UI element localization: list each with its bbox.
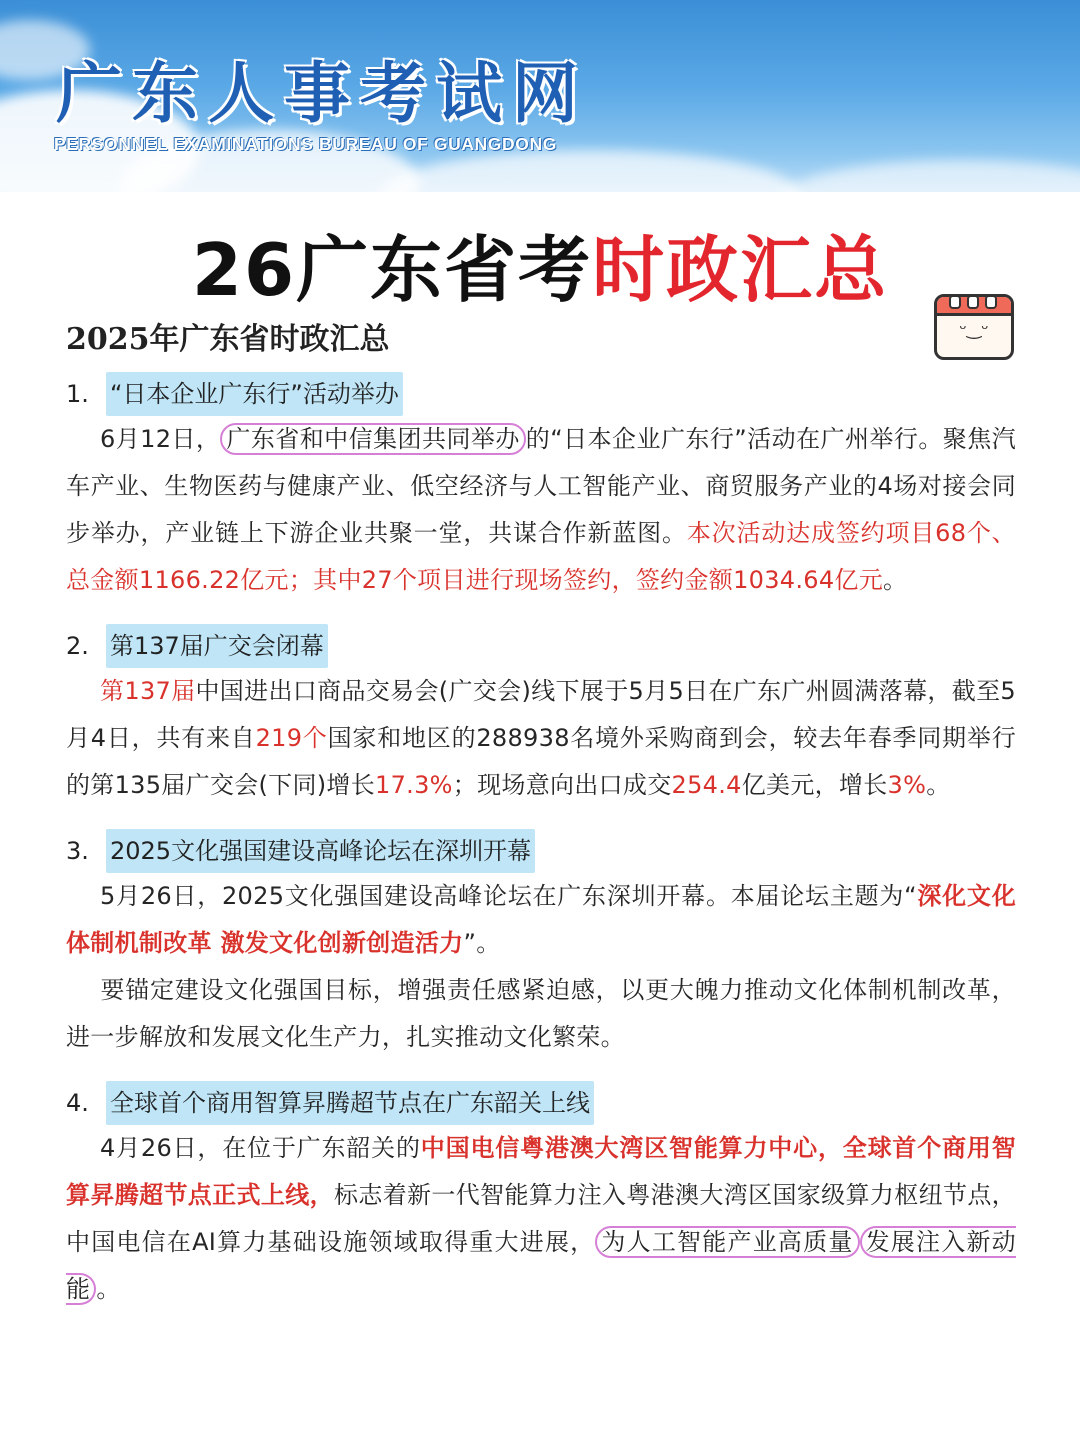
highlight-text: 深化文化体制机制改革 激发文化创新创造活力 (66, 882, 1016, 957)
cloud-decoration (780, 160, 1080, 192)
news-heading (66, 829, 1016, 873)
news-heading (66, 624, 1016, 668)
news-number: 2. (66, 632, 89, 660)
page-title-red: 时政汇总 (592, 228, 889, 312)
news-title: 全球首个商用智算昇腾超节点在广东韶关上线 (106, 1081, 594, 1125)
news-list (66, 372, 1016, 1333)
news-title: “日本企业广东行”活动举办 (106, 372, 403, 416)
news-item-4 (66, 1081, 1016, 1313)
news-title: 2025文化强国建设高峰论坛在深圳开幕 (106, 829, 535, 873)
news-body-2: 要锚定建设文化强国目标，增强责任感紧迫感，以更大魄力推动文化体制机制改革，进一步解放和发展文化生产力，扎实推动文化繁荣。 (66, 976, 1016, 1051)
news-number: 4. (66, 1089, 89, 1117)
news-item-2 (66, 624, 1016, 809)
circled-text: 广东省和中信集团共同举办 (220, 423, 525, 455)
news-item-1 (66, 372, 1016, 604)
circled-text: 发展注入新动能 (66, 1228, 1016, 1303)
page-title (0, 212, 1080, 316)
news-heading (66, 372, 1016, 416)
page-title-black: 26广东省考 (191, 228, 593, 312)
highlight-text: 本次活动达成签约项目68个、总金额1166.22亿元；其中27个项目进行现场签约，签约金额1034.64亿元 (66, 519, 1016, 594)
header-banner (0, 0, 1080, 192)
highlight-text: 中国电信粤港澳大湾区智能算力中心，全球首个商用智算昇腾超节点正式上线， (66, 1134, 1016, 1209)
news-body: 4月26日，在位于广东韶关的中国电信粤港澳大湾区智能算力中心，全球首个商用智算昇腾超节点正式上线，标志着新一代智能算力注入粤港澳大湾区国家级算力枢纽节点，中国电信在AI算力基础设施领域取得重大进展， 为人工智能产业高质量 发展注入新动能 。 (66, 1134, 1016, 1303)
news-body: 第137届中国进出口商品交易会(广交会)线下展于5月5日在广东广州圆满落幕，截至5月4日，共有来自219个国家和地区的288938名境外采购商到会，较去年春季同期举行的第135届广交会(下同)增长17.3%；现场意向出口成交254.4亿美元，增长3%。 (66, 677, 1017, 799)
news-heading (66, 1081, 1016, 1125)
news-number: 1. (66, 380, 89, 408)
news-body: 5月26日，2025文化强国建设高峰论坛在广东深圳开幕。本届论坛主题为“深化文化体制机制改革 激发文化创新创造活力”。 (66, 882, 1016, 957)
circled-text: 为人工智能产业高质量 (595, 1226, 859, 1258)
site-logo-subtitle: PERSONNEL EXAMINATIONS BUREAU OF GUANGDONG (54, 134, 557, 154)
news-title: 第137届广交会闭幕 (106, 624, 328, 668)
calendar-icon: ᵕ‿ᵕ (934, 294, 1014, 360)
news-number: 3. (66, 837, 89, 865)
document-subtitle: 2025年广东省时政汇总 (66, 322, 390, 357)
site-logo-title: 广东人事考试网 (56, 55, 588, 132)
news-body: 6月12日， 广东省和中信集团共同举办 的“日本企业广东行”活动在广州举行。聚焦汽车产业、生物医药与健康产业、低空经济与人工智能产业、商贸服务产业的4场对接会同步举办，产业链上下游企业共聚一堂，共谋合作新蓝图。本次活动达成签约项目68个、总金额1166.22亿元；其中27个项目进行现场签约，签约金额1034.64亿元。 (66, 425, 1016, 594)
news-item-3 (66, 829, 1016, 1061)
cloud-decoration (380, 150, 800, 192)
